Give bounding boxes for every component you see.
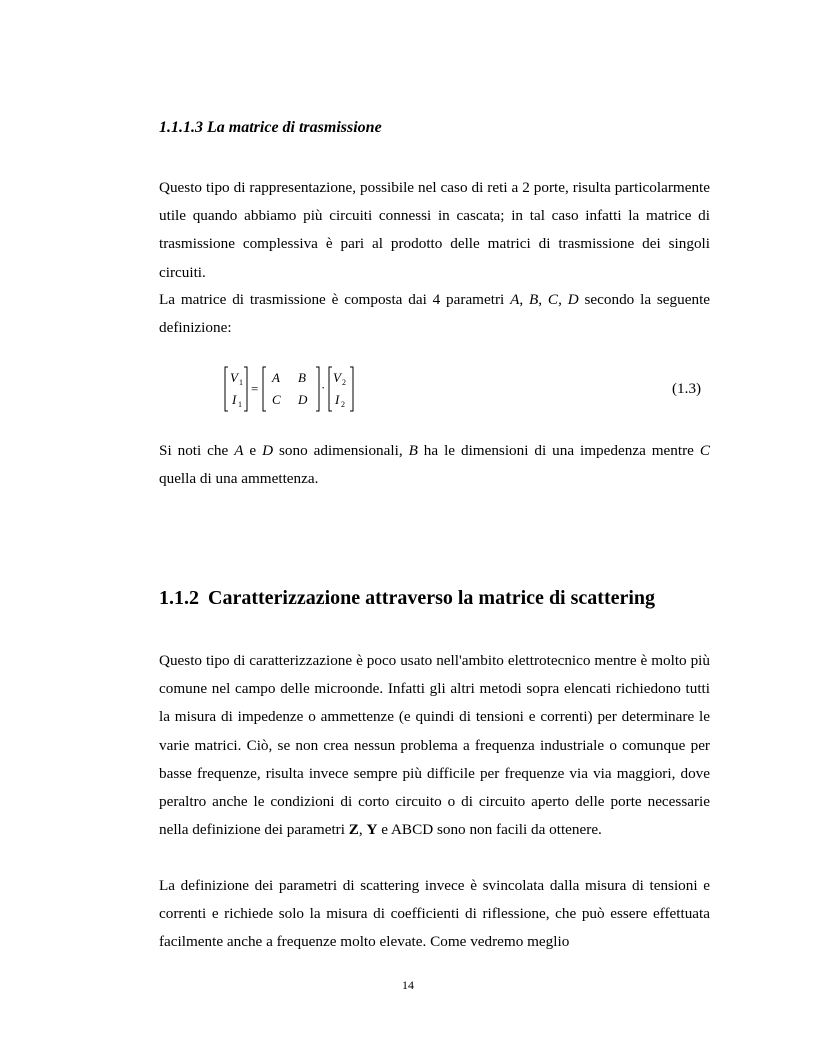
section-title: Caratterizzazione attraverso la matrice di scattering [208, 587, 656, 609]
matrix-d: D [298, 392, 308, 407]
rhs-bottom: I [335, 392, 340, 407]
subsection-heading [159, 119, 382, 137]
paragraph-dimensions: Si noti che A e D sono adimensionali, B ha le dimensioni di una impedenza mentre C quella di una ammettenza. [159, 442, 710, 488]
paragraph-cascade: Questo tipo di rappresentazione, possibile nel caso di reti a 2 porte, risulta particolarmente utile quando abbiamo più circuiti connessi in cascata; in tal caso infatti la matrice di trasmissione complessiva è pari al prodotto delle matrici di trasmissione dei singoli circuiti. [159, 179, 710, 281]
param-a: A [510, 291, 520, 308]
rhs-bottom-sub: 2 [341, 400, 345, 409]
lhs-bottom-sub: 1 [238, 400, 242, 409]
rhs-top: V [333, 370, 341, 385]
lhs-bottom: I [232, 392, 237, 407]
right-bracket-lhs [244, 367, 247, 411]
equation-graphic [222, 365, 362, 413]
param-d: D [567, 291, 579, 308]
left-bracket-rhs [329, 367, 332, 411]
paragraph-scattering-definition: La definizione dei parametri di scattering invece è svincolata dalla misura di tensioni e correnti e richiede solo la misura di coefficienti di riflessione, che può essere effettuata facilmente anche a frequenze molto elevate. Come vedremo meglio [159, 877, 710, 951]
subsection-title: La matrice di trasmissione [207, 119, 382, 136]
left-bracket-lhs [225, 367, 228, 411]
left-bracket-matrix [263, 367, 266, 411]
matrix-c: C [272, 392, 281, 407]
param-b: B [529, 291, 539, 308]
section-number: 1.1.2 [159, 587, 199, 609]
matrix-b: B [298, 370, 306, 385]
param-c: C [547, 291, 559, 308]
equals-sign: = [251, 381, 259, 396]
equation-transmission-matrix [222, 365, 362, 413]
paragraph-parameters: La matrice di trasmissione è composta dai 4 parametri A, B, C, D secondo la seguente definizione: [159, 291, 711, 337]
subsection-number: 1.1.1.3 [159, 119, 203, 136]
section-heading [159, 587, 659, 610]
paragraph-scattering-intro: Questo tipo di caratterizzazione è poco usato nell'ambito elettrotecnico mentre è molto più comune nel campo delle microonde. Infatti gli altri metodi sopra elencati richiedono tutti la misura di impedenze o ammettenze (e quindi di tensioni e correnti) per determinare le varie matrici. Ciò, se non crea nessun problema a frequenza industriale o comunque per basse frequenze, risulta invece sempre più difficile per frequenze via via maggiori, dove peraltro anche le condizioni di corto circuito o di circuito aperto delle porte necessarie nella definizione dei parametri Z, Y e ABCD sono non facili da ottenere. [159, 652, 710, 839]
lhs-top-sub: 1 [239, 378, 243, 387]
page-number: 14 [402, 978, 414, 992]
multiply-dot: · [321, 380, 326, 395]
right-bracket-matrix [316, 367, 319, 411]
right-bracket-rhs [350, 367, 353, 411]
lhs-top: V [230, 370, 238, 385]
matrix-a: A [272, 370, 280, 385]
rhs-top-sub: 2 [342, 378, 346, 387]
equation-number: (1.3) [672, 380, 702, 397]
